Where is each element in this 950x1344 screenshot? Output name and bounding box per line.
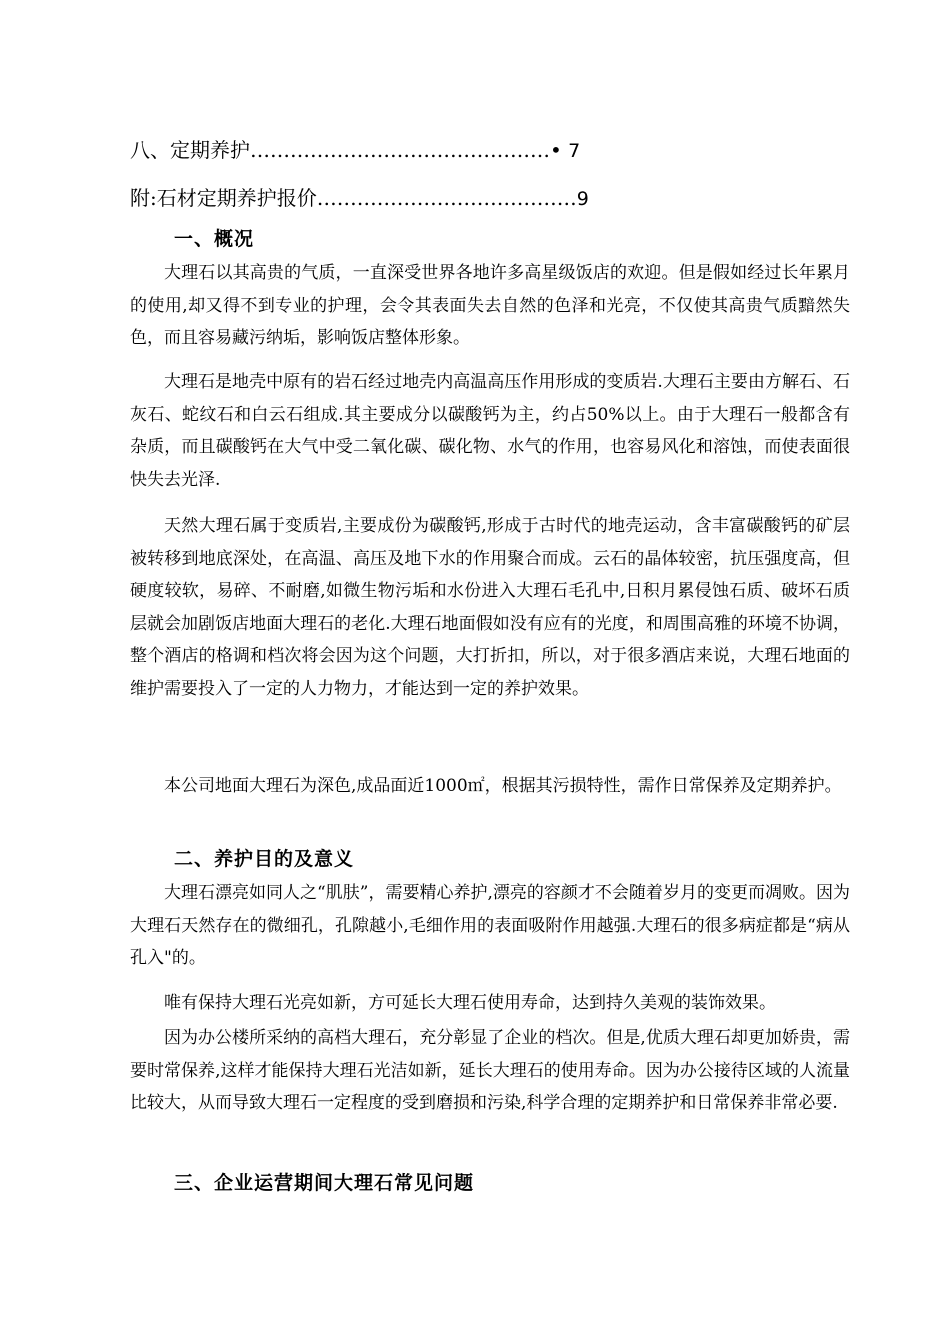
toc-entry-label: 八、定期养护………………………………………•: [130, 138, 569, 162]
paragraph: 大理石是地壳中原有的岩石经过地壳内高温高压作用形成的变质岩.大理石主要由方解石、石灰石、蛇纹石和白云石组成.其主要成分以碳酸钙为主，约占50%以上。由于大理石一般都含有杂质，而且碳酸钙在大气中受二氧化碳、碳化物、水气的作用，也容易风化和溶蚀，而使表面很快失去光泽.: [130, 372, 850, 490]
paragraph: 因为办公楼所采纳的高档大理石，充分彰显了企业的档次。但是,优质大理石却更加娇贵，需要时常保养,这样才能保持大理石光洁如新，延长大理石的使用寿命。因为办公接待区域的人流量比较大，从而导致大理石一定程度的受到磨损和污染,科学合理的定期养护和日常保养非常必要.: [130, 1028, 850, 1113]
paragraph: 天然大理石属于变质岩,主要成份为碳酸钙,形成于古时代的地壳运动，含丰富碳酸钙的矿层被转移到地底深处，在高温、高压及地下水的作用聚合而成。云石的晶体较密，抗压强度高，但硬度较软，易碎、不耐磨,如微生物污垢和水份进入大理石毛孔中,日积月累侵蚀石质、破坏石质层就会加剧饭店地面大理石的老化.大理石地面假如没有应有的光度，和周围高雅的环境不协调，整个酒店的格调和档次将会因为这个问题，大打折扣，所以，对于很多酒店来说，大理石地面的维护需要投入了一定的人力物力，才能达到一定的养护效果。: [130, 516, 850, 699]
paragraph: 本公司地面大理石为深色,成品面近1000㎡，根据其污损特性，需作日常保养及定期养护。: [164, 776, 842, 796]
section-heading-overview: 一、概况: [174, 228, 255, 250]
paragraph: 唯有保持大理石光亮如新，方可延长大理石使用寿命，达到持久美观的装饰效果。: [164, 993, 776, 1013]
section-heading-purpose: 二、养护目的及意义: [174, 848, 355, 870]
toc-entry-appendix[interactable]: [130, 185, 630, 212]
section-heading-common-problems: 三、企业运营期间大理石常见问题: [174, 1172, 475, 1194]
toc-entry-page-number: 9: [576, 188, 589, 210]
toc-entry-page-number: 7: [568, 140, 581, 162]
toc-entry-8[interactable]: [130, 137, 630, 164]
paragraph: 大理石以其高贵的气质，一直深受世界各地许多高星级饭店的欢迎。但是假如经过长年累月的使用,却又得不到专业的护理，会令其表面失去自然的色泽和光亮，不仅使其高贵气质黯然失色，而且容易藏污纳垢，影响饭店整体形象。: [130, 263, 850, 348]
paragraph: 大理石漂亮如同人之“肌肤”，需要精心养护,漂亮的容颜才不会随着岁月的变更而凋败。因为大理石天然存在的微细孔，孔隙越小,毛细作用的表面吸附作用越强.大理石的很多病症都是“病从孔入"的。: [130, 883, 850, 968]
toc-entry-label: 附:石材定期养护报价…………………………………: [130, 186, 577, 210]
